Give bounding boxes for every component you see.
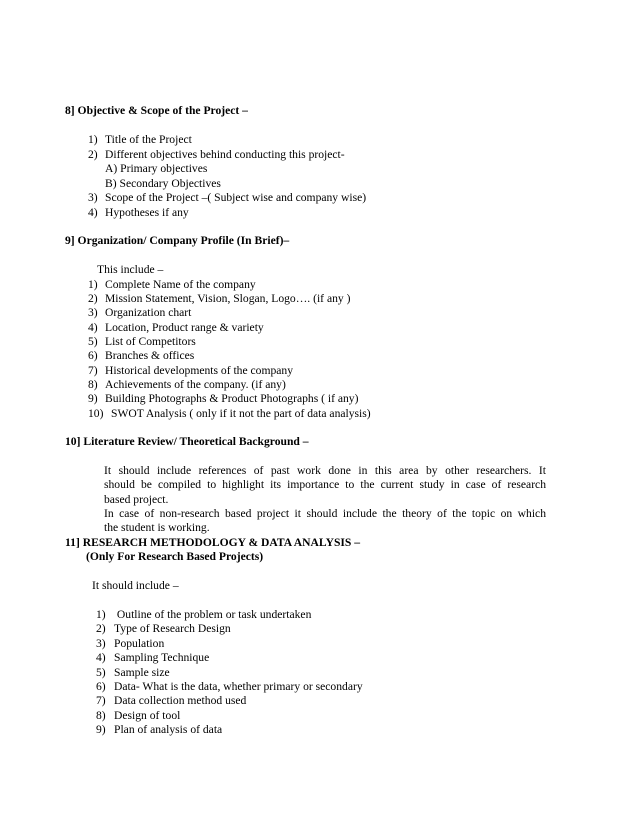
list-number: 1) (88, 278, 98, 291)
sub-list-item (105, 162, 207, 176)
section-11-heading-text: 11] RESEARCH METHODOLOGY & DATA ANALYSIS – (65, 536, 361, 549)
list-text: Mission Statement, Vision, Slogan, Logo…. (if any ) (105, 292, 351, 305)
list-text: Location, Product range & variety (105, 321, 264, 334)
list-item (96, 637, 164, 651)
list-text: Sample size (114, 666, 170, 679)
section-11-intro: It should include – (92, 579, 179, 592)
list-text: Title of the Project (105, 133, 192, 146)
list-item (88, 292, 350, 306)
list-text: Data- What is the data, whether primary or secondary (114, 680, 363, 693)
list-text: Organization chart (105, 306, 192, 319)
list-item (88, 392, 358, 406)
list-text: Different objectives behind conducting this project- (105, 148, 345, 161)
list-text: Population (114, 637, 165, 650)
list-text: Type of Research Design (114, 622, 231, 635)
section-10-paragraph-1 (104, 464, 546, 507)
list-text: Plan of analysis of data (114, 723, 223, 736)
list-text: Branches & offices (105, 349, 195, 362)
list-text: Achievements of the company. (if any) (105, 378, 286, 391)
list-number: 4) (88, 206, 98, 219)
list-item (88, 335, 196, 349)
list-number: 7) (88, 364, 98, 377)
list-number: 1) (88, 133, 98, 146)
section-9-intro: This include – (97, 263, 164, 276)
list-item (96, 723, 222, 737)
list-item (88, 306, 191, 320)
list-item (96, 709, 180, 723)
paragraph-line: It should include references of past work done in this area by other researchers. It (104, 464, 546, 477)
list-number: 4) (96, 651, 106, 664)
paragraph-line: In case of non-research based project it should include the theory of the topic on which (104, 507, 546, 520)
paragraph-line: should be compiled to highlight its importance to the current study in case of research (104, 478, 546, 492)
paragraph-line: the student is working. (104, 521, 210, 535)
list-item (96, 694, 246, 708)
section-10-paragraph-2 (104, 507, 546, 536)
list-text: Complete Name of the company (105, 278, 256, 291)
list-item (88, 133, 192, 147)
list-number: 8) (96, 709, 106, 722)
list-item (96, 680, 363, 694)
list-item (88, 278, 256, 292)
list-text: Historical developments of the company (105, 364, 294, 377)
list-text: Outline of the problem or task undertaken (114, 608, 312, 621)
section-10-heading: 10] Literature Review/ Theoretical Background – (65, 435, 309, 448)
section-8-heading: 8] Objective & Scope of the Project – (65, 104, 248, 117)
list-item (88, 407, 371, 421)
list-item (96, 651, 209, 665)
list-item (96, 622, 231, 636)
list-text: Scope of the Project –( Subject wise and company wise) (105, 191, 367, 204)
list-number: 2) (88, 148, 98, 161)
list-number: 4) (88, 321, 98, 334)
list-text: B) Secondary Objectives (105, 177, 221, 190)
paragraph-line: based project. (104, 492, 169, 506)
list-number: 6) (88, 349, 98, 362)
list-text: Design of tool (114, 709, 181, 722)
list-number: 3) (88, 191, 98, 204)
list-number: 2) (96, 622, 106, 635)
list-number: 2) (88, 292, 98, 305)
list-text: A) Primary objectives (105, 162, 208, 175)
list-item (88, 378, 286, 392)
list-number: 3) (88, 306, 98, 319)
section-9-heading: 9] Organization/ Company Profile (In Brief)– (65, 234, 290, 247)
list-item (96, 666, 170, 680)
list-item (88, 148, 345, 162)
list-text: Building Photographs & Product Photographs ( if any) (105, 392, 359, 405)
list-number: 3) (96, 637, 106, 650)
section-11-subheading: (Only For Research Based Projects) (86, 550, 264, 563)
section-11-heading (65, 536, 360, 550)
list-item (88, 349, 194, 363)
list-item (88, 364, 293, 378)
list-text: Sampling Technique (114, 651, 210, 664)
list-item (88, 206, 189, 220)
list-item (88, 321, 264, 335)
list-number: 7) (96, 694, 106, 707)
list-number: 1) (96, 608, 106, 621)
list-number: 9) (96, 723, 106, 736)
list-number: 8) (88, 378, 98, 391)
list-item (96, 608, 311, 622)
list-text: List of Competitors (105, 335, 196, 348)
list-text: Data collection method used (114, 694, 247, 707)
sub-list-item (105, 177, 221, 191)
list-item (88, 191, 366, 205)
list-text: SWOT Analysis ( only if it not the part of data analysis) (111, 407, 371, 420)
list-number: 6) (96, 680, 106, 693)
list-number: 9) (88, 392, 98, 405)
list-text: Hypotheses if any (105, 206, 189, 219)
list-number: 5) (96, 666, 106, 679)
list-number: 5) (88, 335, 98, 348)
list-number: 10) (88, 407, 104, 420)
